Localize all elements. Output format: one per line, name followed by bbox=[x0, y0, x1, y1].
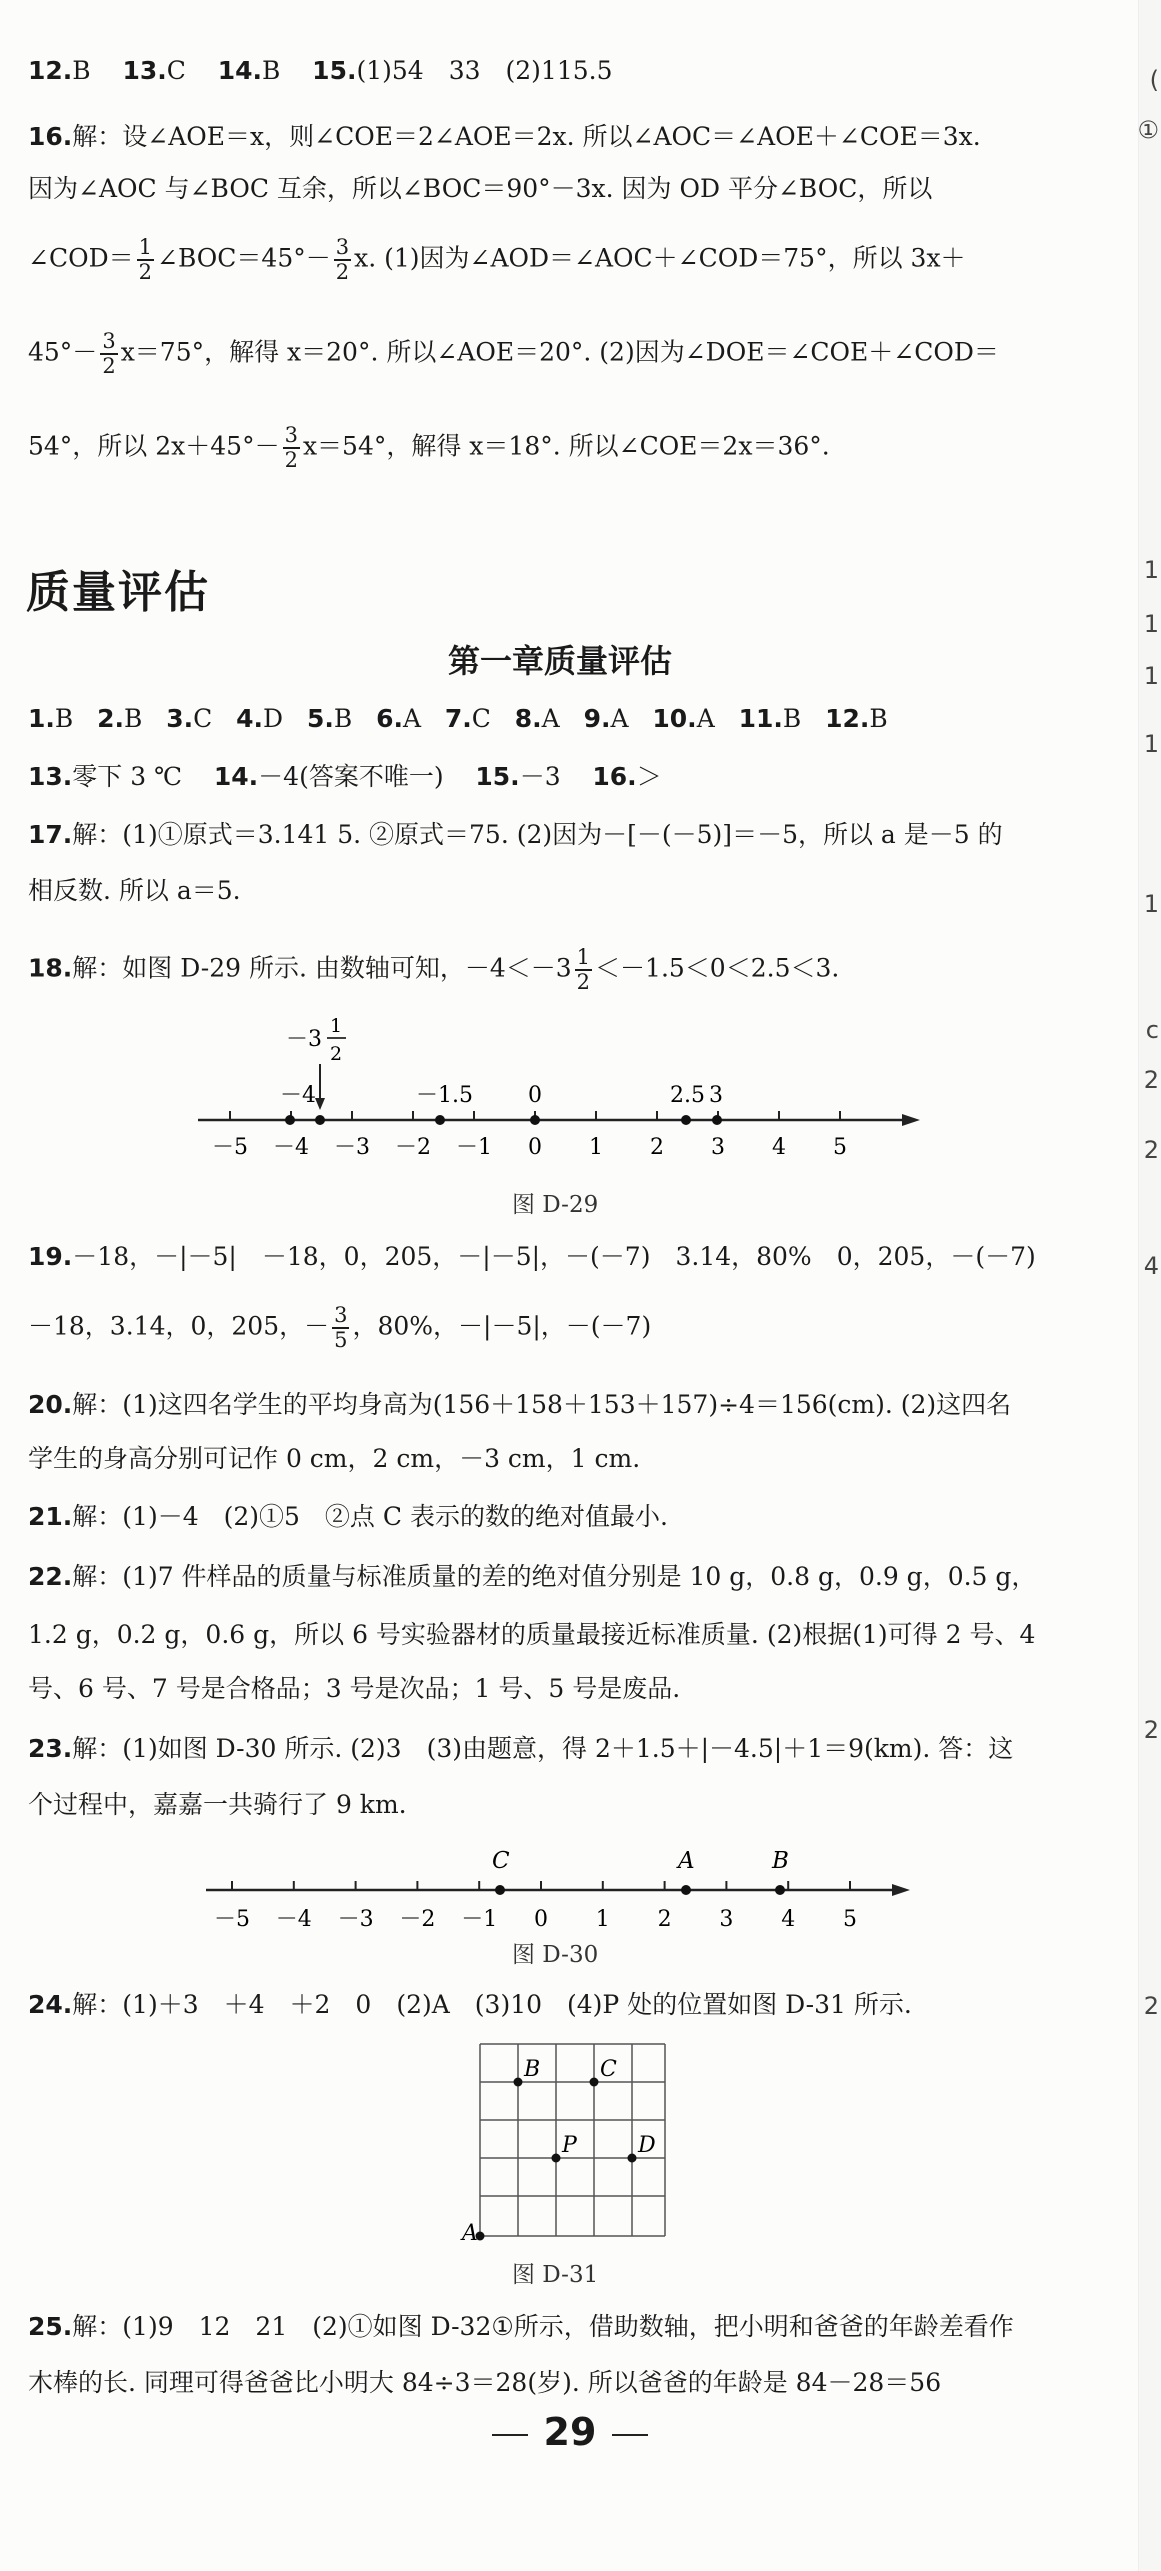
label-neg3-frac-num: 1 bbox=[330, 1015, 343, 1037]
q16-line-3: ∠COD＝ $\frac{1}{2}$ ∠BOC＝45°－ $\frac{3}{2}$ x. (1)因为∠AOD＝∠AOC＋∠COD＝75°，所以 3x＋ bbox=[28, 235, 966, 284]
tick-label: 3 bbox=[711, 1135, 725, 1160]
point-a bbox=[681, 1885, 691, 1895]
tick-label: －5 bbox=[214, 1907, 250, 1932]
mc-answer: B bbox=[869, 704, 888, 733]
q23-line-1: 23.解：(1)如图 D-30 所示. (2)3 (3)由题意，得 2＋1.5＋|－4.5|＋1＝9(km). 答：这 bbox=[28, 1734, 1014, 1763]
label-zero: 0 bbox=[528, 1083, 542, 1108]
tick-label: 4 bbox=[781, 1907, 796, 1932]
tick-label: 0 bbox=[528, 1135, 542, 1160]
mc-number: 7. bbox=[444, 704, 472, 733]
figure-caption-d31: 图 D-31 bbox=[512, 2262, 599, 2288]
point-3 bbox=[712, 1115, 722, 1125]
mc-row-1 bbox=[28, 702, 1100, 736]
label-d: D bbox=[638, 2133, 656, 2158]
tick-label: －2 bbox=[399, 1907, 436, 1932]
label-neg3-frac-den: 2 bbox=[330, 1043, 343, 1065]
mc-answer: B bbox=[124, 704, 143, 733]
label-a: A bbox=[678, 1848, 695, 1874]
mc-number: 6. bbox=[376, 704, 403, 733]
mc-number: 8. bbox=[514, 704, 542, 733]
q20-line-1: 20.解：(1)这四名学生的平均身高为(156＋158＋153＋157)÷4＝156(cm). (2)这四名 bbox=[28, 1390, 1012, 1419]
mc-number: 3. bbox=[166, 704, 194, 733]
edge-glyph: 1 bbox=[1143, 890, 1159, 918]
tick-label: －4 bbox=[273, 1135, 309, 1160]
tick-label: －4 bbox=[275, 1907, 312, 1932]
edge-glyph: c bbox=[1145, 1016, 1159, 1044]
tick-label: 2 bbox=[650, 1135, 664, 1160]
pointer-arrow-head bbox=[315, 1098, 325, 1110]
point-c bbox=[495, 1885, 505, 1895]
chapter-title: 第一章质量评估 bbox=[447, 642, 672, 680]
q18-line-1: 18.解：如图 D-29 所示. 由数轴可知，－4＜－3 $\frac{1}{2}$ ＜－1.5＜0＜2.5＜3. bbox=[28, 945, 840, 994]
label-b: B bbox=[524, 2057, 541, 2082]
mc-answer: B bbox=[333, 704, 353, 733]
mc-row-2: 13.零下 3 ℃ 14.－4(答案不唯一) 15.－3 16.＞ bbox=[28, 762, 662, 791]
label-2-5: 2.5 bbox=[670, 1083, 705, 1108]
tick-label: 3 bbox=[719, 1907, 734, 1932]
tick-label: －1 bbox=[456, 1135, 492, 1160]
section-title: 质量评估 bbox=[26, 567, 210, 618]
point-b bbox=[775, 1885, 785, 1895]
label-c: C bbox=[600, 2057, 617, 2082]
grid-figure-d31 bbox=[460, 2036, 680, 2250]
mc-number: 2. bbox=[97, 704, 125, 733]
mc-number: 5. bbox=[306, 704, 334, 733]
tick-label: －2 bbox=[395, 1135, 431, 1160]
mc-answer: B bbox=[54, 704, 74, 733]
q25-line-1: 25.解：(1)9 12 21 (2)①如图 D-32①所示，借助数轴，把小明和爸爸的年龄差看作 bbox=[28, 2312, 1014, 2341]
tick-label: 1 bbox=[595, 1907, 610, 1932]
tick-label: －1 bbox=[461, 1907, 498, 1932]
edge-glyph: 1 bbox=[1143, 662, 1159, 690]
point-d bbox=[628, 2154, 637, 2163]
q22-line-1: 22.解：(1)7 件样品的质量与标准质量的差的绝对值分别是 10 g，0.8 g，0.9 g，0.5 g， bbox=[28, 1562, 1037, 1591]
edge-glyph: 1 bbox=[1143, 730, 1159, 758]
q16-line-4: 45°－ $\frac{3}{2}$ x＝75°，解得 x＝20°. 所以∠AOE＝20°. (2)因为∠DOE＝∠COE＋∠COD＝ bbox=[28, 329, 999, 378]
q23-line-2: 个过程中，嘉嘉一共骑行了 9 km. bbox=[28, 1790, 407, 1819]
point-neg3-half bbox=[315, 1115, 325, 1125]
label-b: B bbox=[772, 1848, 789, 1874]
edge-glyph: 2 bbox=[1143, 1066, 1159, 1094]
q21-line-1: 21.解：(1)－4 (2)①5 ②点 C 表示的数的绝对值最小. bbox=[28, 1502, 668, 1531]
point-neg4 bbox=[285, 1115, 295, 1125]
adjacent-page-edge bbox=[1138, 0, 1161, 2571]
point-c bbox=[590, 2078, 599, 2087]
number-line-d29 bbox=[190, 1010, 930, 1180]
tick-label: －5 bbox=[212, 1135, 248, 1160]
edge-glyph: 4 bbox=[1143, 1252, 1159, 1280]
label-neg4: －4 bbox=[280, 1083, 316, 1108]
q19-line-1: 19.－18，－|－5| －18，0，205，－|－5|，－(－7) 3.14，80% 0，205，－(－7) bbox=[28, 1242, 1036, 1271]
mc-answer: A bbox=[402, 704, 422, 733]
q24-line-1: 24.解：(1)＋3 ＋4 ＋2 0 (2)A (3)10 (4)P 处的位置如图 D-31 所示. bbox=[28, 1990, 912, 2019]
mc-answer: C bbox=[471, 704, 491, 733]
mc-number: 4. bbox=[236, 704, 264, 733]
point-b bbox=[514, 2078, 523, 2087]
label-neg1-5: －1.5 bbox=[416, 1083, 473, 1108]
edge-glyph: ( bbox=[1149, 66, 1159, 94]
point-2-5 bbox=[681, 1115, 691, 1125]
label-p: P bbox=[562, 2133, 577, 2158]
tick-label: 2 bbox=[657, 1907, 672, 1932]
figure-caption-d29: 图 D-29 bbox=[512, 1192, 599, 1218]
point-p bbox=[552, 2154, 561, 2163]
q19-line-2: －18，3.14，0，205，－ $\frac{3}{5}$ ，80%，－|－5|，－(－7) bbox=[28, 1303, 652, 1352]
label-3: 3 bbox=[709, 1083, 723, 1108]
tick-label: 4 bbox=[772, 1135, 786, 1160]
mc-answer: D bbox=[263, 704, 284, 733]
answers-12-15: 12.B 13.C 14.B 15.(1)54 33 (2)115.5 bbox=[28, 56, 613, 85]
tick-label: －3 bbox=[334, 1135, 370, 1160]
page-number: 29 bbox=[470, 2410, 670, 2454]
edge-glyph: ① bbox=[1137, 116, 1159, 144]
q25-line-2: 木棒的长. 同理可得爸爸比小明大 84÷3＝28(岁). 所以爸爸的年龄是 84－28＝56 bbox=[28, 2368, 942, 2397]
tick-label: 5 bbox=[833, 1135, 847, 1160]
axis-arrow bbox=[892, 1884, 910, 1896]
q16-line-1: 16.解：设∠AOE＝x，则∠COE＝2∠AOE＝2x. 所以∠AOC＝∠AOE＋∠COE＝3x. bbox=[28, 122, 981, 151]
q17-line-1: 17.解：(1)①原式＝3.141 5. ②原式＝75. (2)因为－[－(－5)]＝－5，所以 a 是－5 的 bbox=[28, 820, 1003, 849]
tick-label: －3 bbox=[337, 1907, 374, 1932]
mc-number: 12. bbox=[825, 704, 870, 733]
edge-glyph: 2 bbox=[1143, 1716, 1159, 1744]
q17-line-2: 相反数. 所以 a＝5. bbox=[28, 876, 241, 905]
q22-line-3: 号、6 号、7 号是合格品；3 号是次品；1 号、5 号是废品. bbox=[28, 1674, 681, 1703]
number-line-d30 bbox=[200, 1840, 920, 1940]
mc-answer: A bbox=[610, 704, 629, 733]
tick-label: 0 bbox=[534, 1907, 548, 1932]
mc-number: 10. bbox=[652, 704, 697, 733]
label-a: A bbox=[462, 2221, 478, 2246]
edge-glyph: 1 bbox=[1143, 610, 1159, 638]
axis-arrow bbox=[902, 1114, 920, 1126]
point-neg1-5 bbox=[435, 1115, 445, 1125]
q16-line-2: 因为∠AOC 与∠BOC 互余，所以∠BOC＝90°－3x. 因为 OD 平分∠BOC，所以 bbox=[28, 174, 933, 203]
mc-answer: A bbox=[541, 704, 560, 733]
mc-answer: B bbox=[782, 704, 802, 733]
mc-answer: C bbox=[193, 704, 213, 733]
mc-answer: A bbox=[696, 704, 715, 733]
q22-line-2: 1.2 g，0.2 g，0.6 g，所以 6 号实验器材的质量最接近标准质量. (2)根据(1)可得 2 号、4 bbox=[28, 1620, 1036, 1649]
edge-glyph: 1 bbox=[1143, 556, 1159, 584]
q20-line-2: 学生的身高分别可记作 0 cm，2 cm，－3 cm，1 cm. bbox=[28, 1444, 641, 1473]
point-zero bbox=[530, 1115, 540, 1125]
edge-glyph: 2 bbox=[1143, 1992, 1159, 2020]
edge-glyph: 2 bbox=[1143, 1136, 1159, 1164]
mc-number: 9. bbox=[583, 704, 611, 733]
label-c: C bbox=[492, 1848, 510, 1874]
mc-number: 1. bbox=[28, 704, 55, 733]
tick-label: 1 bbox=[589, 1135, 603, 1160]
label-neg3-whole: －3 bbox=[286, 1027, 322, 1052]
figure-caption-d30: 图 D-30 bbox=[512, 1942, 599, 1968]
mc-number: 11. bbox=[738, 704, 783, 733]
q16-line-5: 54°，所以 2x＋45°－ $\frac{3}{2}$ x＝54°，解得 x＝18°. 所以∠COE＝2x＝36°. bbox=[28, 423, 830, 472]
tick-label: 5 bbox=[843, 1907, 857, 1932]
